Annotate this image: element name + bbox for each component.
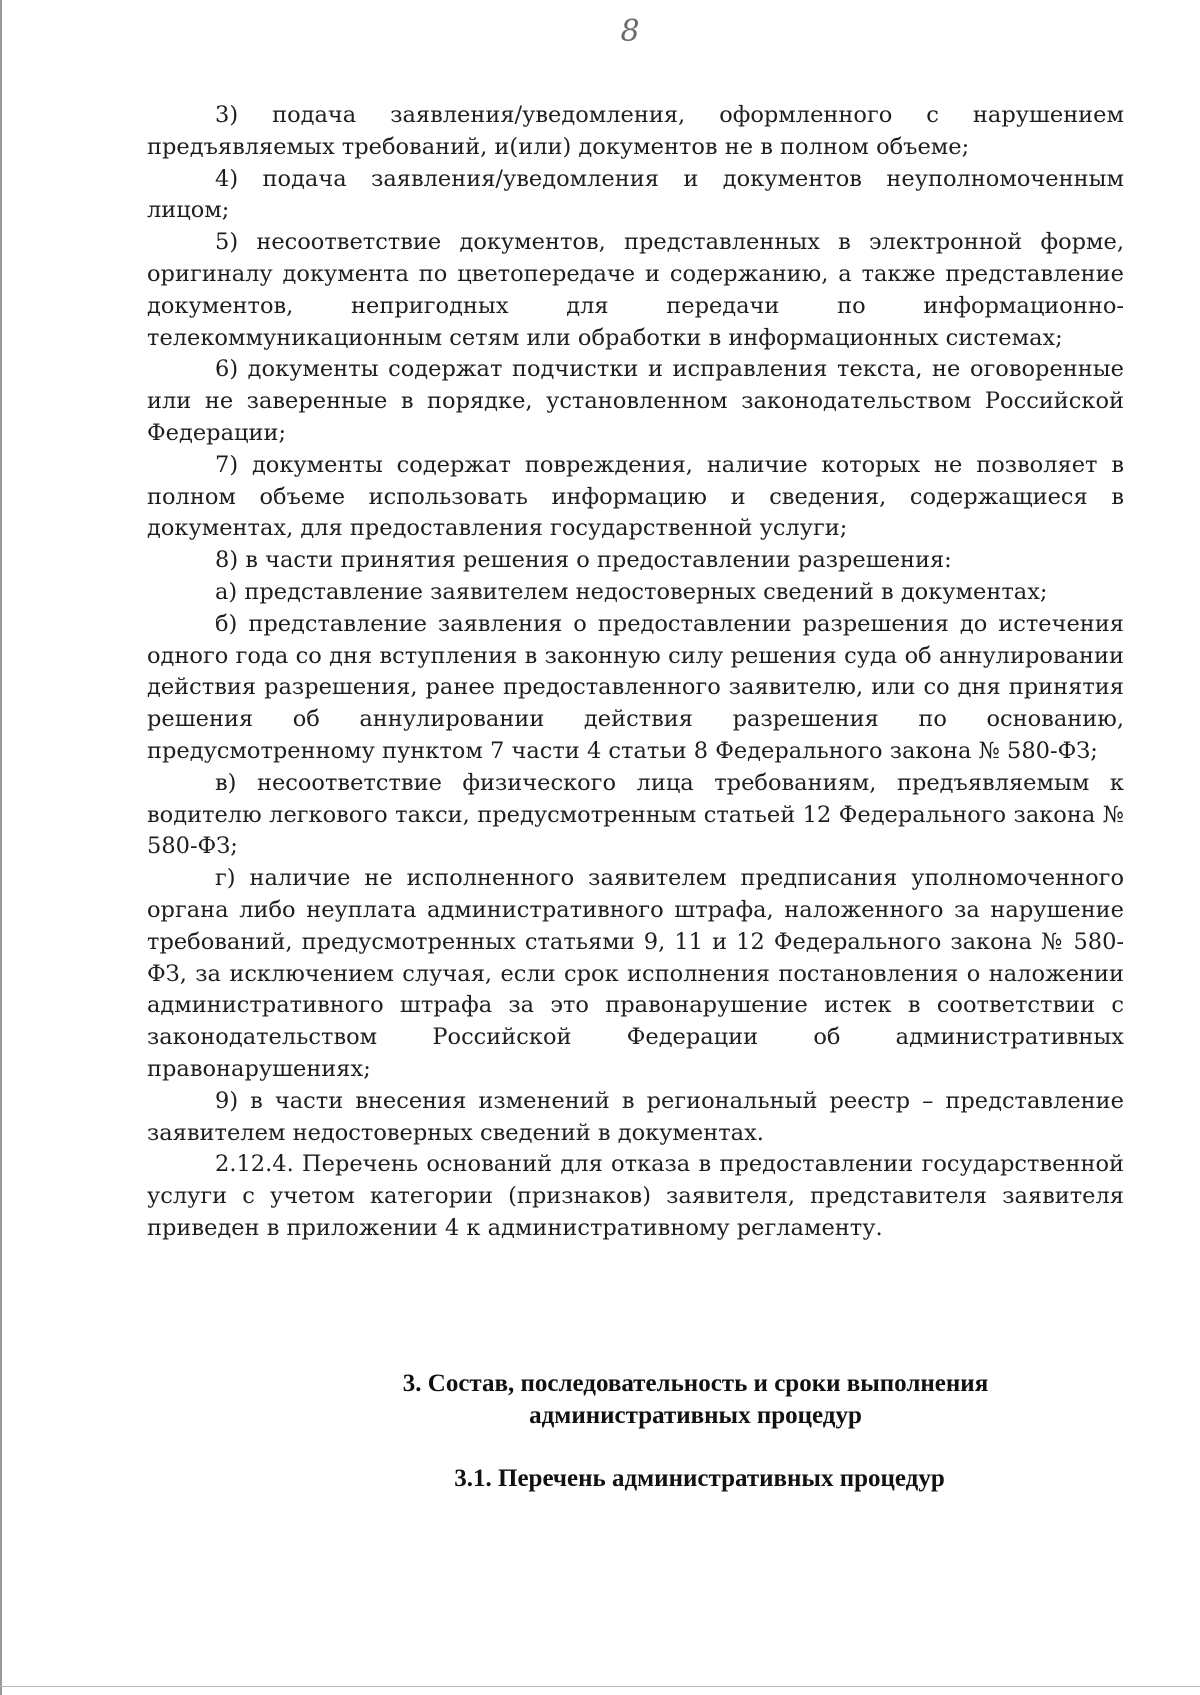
subsection-heading: 3.1. Перечень административных процедур bbox=[454, 1465, 945, 1492]
list-item-8b: б) представление заявления о предоставлении разрешения до истечения одного года со дня вступления в законную силу решения суда об аннулировании действия разрешения, ранее предоставленного заявителю, или со дня принятия решения об аннулировании действия разрешения по основанию, предусмотренному пунктом 7 части 4 статьи 8 Федерального закона № 580-ФЗ; bbox=[147, 610, 1124, 764]
clause-2-12-4: 2.12.4. Перечень оснований для отказа в предоставлении государственной услуги с учетом категории (признаков) заявителя, представителя заявителя приведен в приложении 4 к административному регламенту. bbox=[147, 1151, 1124, 1241]
section-heading bbox=[147, 1368, 1124, 1432]
list-item-6: 6) документы содержат подчистки и исправления текста, не оговоренные или не заверенные в порядке, установленном законодательством Российской Федерации; bbox=[147, 356, 1124, 446]
list-item-8a: а) представление заявителем недостоверных сведений в документах; bbox=[215, 578, 1048, 605]
list-item-3: 3) подача заявления/уведомления, оформленного с нарушением предъявляемых требований, и(или) документов не в полном объеме; bbox=[147, 102, 1124, 160]
list-item-8: 8) в части принятия решения о предоставлении разрешения: bbox=[215, 547, 952, 574]
scan-edge-bottom bbox=[0, 1686, 1200, 1687]
list-item-9: 9) в части внесения изменений в региональный реестр – представление заявителем недостоверных сведений в документах. bbox=[147, 1087, 1124, 1146]
list-item-5: 5) несоответствие документов, представленных в электронной форме, оригиналу документа по цветопередаче и содержанию, а также представление документов, непригодных для передачи по информационно-телекоммуникационным сетям или обработки в информационных системах; bbox=[147, 229, 1124, 351]
list-item-7: 7) документы содержат повреждения, наличие которых не позволяет в полном объеме использовать информацию и сведения, содержащиеся в документах, для предоставления государственной услуги; bbox=[147, 451, 1124, 542]
list-item-4: 4) подача заявления/уведомления и документов неуполномоченным лицом; bbox=[147, 165, 1124, 224]
list-item-8v: в) несоответствие физического лица требованиям, предъявляемым к водителю легкового такси, предусмотренным статьей 12 Федерального закона № 580-ФЗ; bbox=[147, 769, 1124, 860]
body-text bbox=[147, 100, 1124, 1245]
section-heading-line-1: 3. Состав, последовательность и сроки выполнения bbox=[402, 1370, 989, 1397]
page-number: 8 bbox=[620, 14, 640, 49]
list-item-8g: г) наличие не исполненного заявителем предписания уполномоченного органа либо неуплата административного штрафа, наложенного за нарушение требований, предусмотренных статьями 9, 11 и 12 Федерального закона № 580-ФЗ, за исключением случая, если срок исполнения постановления о наложении административного штрафа за это правонарушение истек в соответствии с законодательством Российской Федерации об административных правонарушениях; bbox=[147, 865, 1124, 1082]
section-heading-line-2: административных процедур bbox=[529, 1402, 862, 1429]
scan-edge-left bbox=[0, 0, 2, 1695]
